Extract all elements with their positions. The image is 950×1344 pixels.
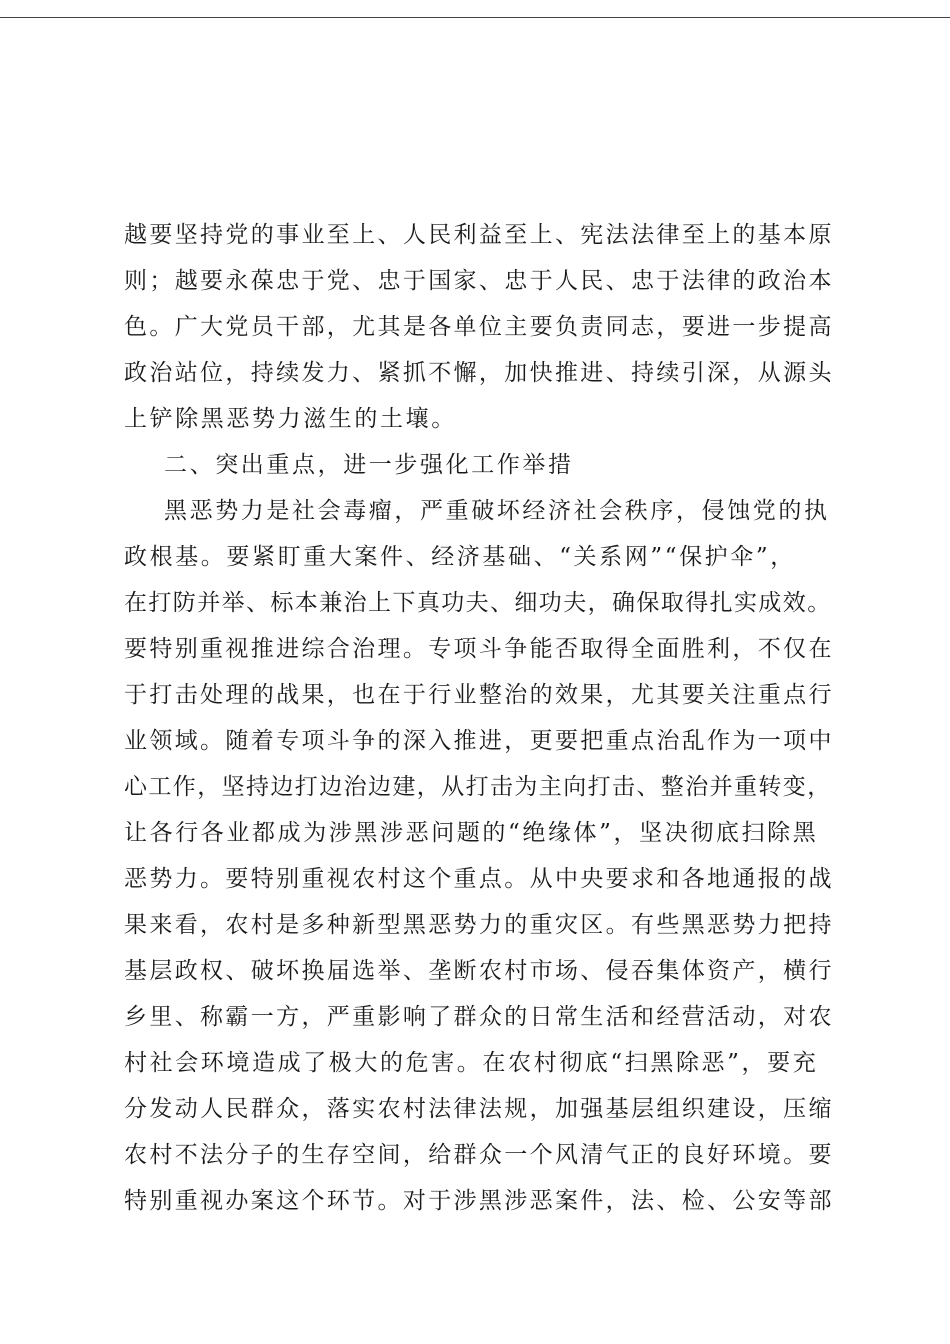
text-line: 黑恶势力是社会毒瘤，严重破坏经济社会秩序，侵蚀党的执 — [164, 498, 830, 524]
text-line: 让各行各业都成为涉黑涉恶问题的“绝缘体”，坚决彻底扫除黑 — [124, 820, 819, 846]
text-line: 上铲除黑恶势力滋生的土壤。 — [124, 406, 457, 432]
text-line: 业领域。随着专项斗争的深入推进，更要把重点治乱作为一项中 — [124, 728, 834, 754]
text-line: 恶势力。要特别重视农村这个重点。从中央要求和各地通报的战 — [124, 866, 834, 892]
text-line: 村社会环境造成了极大的危害。在农村彻底“扫黑除恶”，要充 — [124, 1050, 819, 1076]
text-line: 越要坚持党的事业至上、人民利益至上、宪法法律至上的基本原 — [124, 222, 834, 248]
text-line: 农村不法分子的生存空间，给群众一个风清气正的良好环境。要 — [124, 1142, 834, 1168]
text-line: 心工作，坚持边打边治边建，从打击为主向打击、整治并重转变， — [124, 774, 832, 800]
text-line: 政治站位，持续发力、紧抓不懈，加快推进、持续引深，从源头 — [124, 360, 834, 386]
text-line: 要特别重视推进综合治理。专项斗争能否取得全面胜利，不仅在 — [124, 636, 834, 662]
text-line: 乡里、称霸一方，严重影响了群众的日常生活和经营活动，对农 — [124, 1004, 834, 1030]
section-heading: 二、突出重点，进一步强化工作举措 — [164, 452, 574, 478]
text-line: 政根基。要紧盯重大案件、经济基础、“关系网”“保护伞”， — [124, 544, 796, 570]
header-rule — [0, 17, 950, 18]
text-line: 则；越要永葆忠于党、忠于国家、忠于人民、忠于法律的政治本 — [124, 268, 834, 294]
text-line: 果来看，农村是多种新型黑恶势力的重灾区。有些黑恶势力把持 — [124, 912, 834, 938]
document-body — [124, 212, 834, 1224]
text-line: 基层政权、破坏换届选举、垄断农村市场、侵吞集体资产，横行 — [124, 958, 834, 984]
text-line: 在打防并举、标本兼治上下真功夫、细功夫，确保取得扎实成效。 — [124, 590, 832, 616]
text-line: 色。广大党员干部，尤其是各单位主要负责同志，要进一步提高 — [124, 314, 834, 340]
text-line: 特别重视办案这个环节。对于涉黑涉恶案件，法、检、公安等部 — [124, 1188, 834, 1214]
text-line: 于打击处理的战果，也在于行业整治的效果，尤其要关注重点行 — [124, 682, 834, 708]
text-line: 分发动人民群众，落实农村法律法规，加强基层组织建设，压缩 — [124, 1096, 834, 1122]
